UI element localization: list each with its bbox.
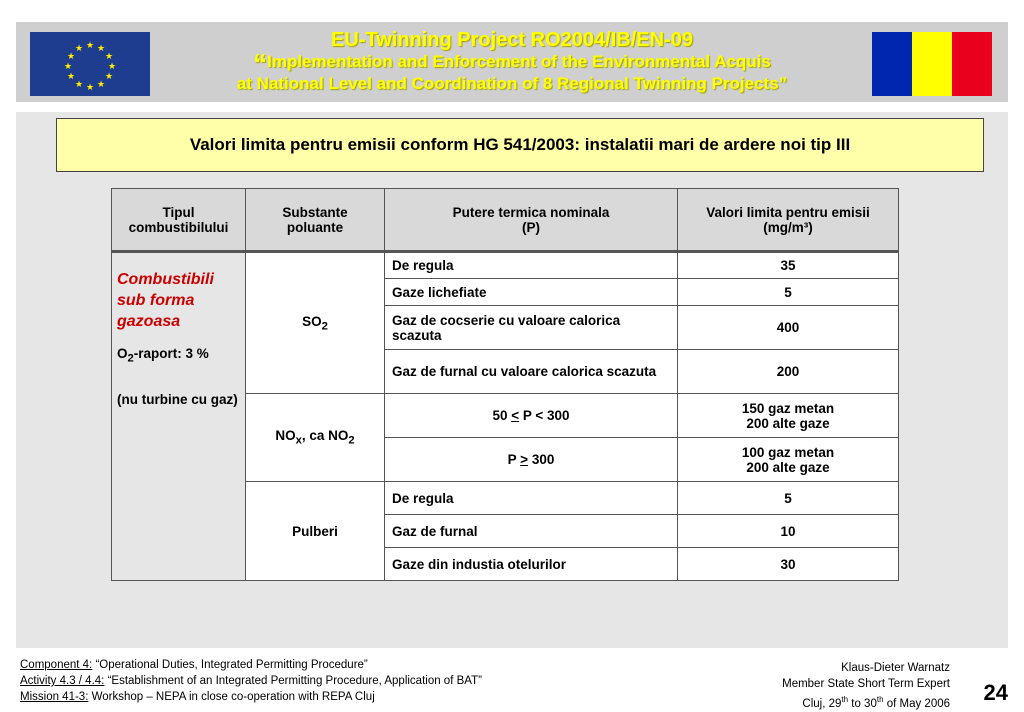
slide-title: Valori limita pentru emisii conform HG 541/2003: instalatii mari de ardere noi tip III xyxy=(56,118,984,172)
value-cell: 30 xyxy=(678,548,899,581)
svg-text:★: ★ xyxy=(104,72,114,82)
svg-text:★: ★ xyxy=(96,44,106,54)
project-subtitle-line2: at National Level and Coordination of 8 Regional Twinning Projects” xyxy=(236,74,788,93)
page-number: 24 xyxy=(983,680,1008,705)
header-limits: Valori limita pentru emisii (mg/m³) xyxy=(678,189,899,252)
condition-cell: P > 300 xyxy=(385,438,678,482)
value-cell: 100 gaz metan 200 alte gaze xyxy=(678,438,899,482)
table-header-row xyxy=(112,189,899,252)
header-pollutants: Substante poluante xyxy=(246,189,385,252)
svg-text:★: ★ xyxy=(85,83,95,93)
project-heading xyxy=(166,28,858,94)
footer-author-info xyxy=(782,660,950,712)
svg-text:★: ★ xyxy=(104,52,114,62)
header-power: Putere termica nominala (P) xyxy=(385,189,678,252)
value-cell: 35 xyxy=(678,252,899,279)
footer-mission: Mission 41-3: Workshop – NEPA in close co-operation with REPA Cluj xyxy=(20,691,375,703)
svg-text:★: ★ xyxy=(107,62,117,72)
flag-stripe-yellow xyxy=(912,32,952,96)
slide-content xyxy=(16,112,1008,648)
pollutant-so2: $SO_2$ xyxy=(246,252,385,394)
value-cell: 10 xyxy=(678,515,899,548)
header-fuel-type: Tipul combustibilului xyxy=(112,189,246,252)
value-cell: 200 xyxy=(678,350,899,394)
condition-cell: Gaz de furnal xyxy=(385,515,678,548)
flag-stripe-red xyxy=(952,32,992,96)
svg-text:★: ★ xyxy=(66,72,76,82)
condition-cell: 50 < P < 300 xyxy=(385,394,678,438)
footer-project-info xyxy=(20,657,482,705)
emission-limits-table xyxy=(111,188,899,581)
romania-flag-icon xyxy=(872,32,992,96)
header-bar xyxy=(16,22,1008,102)
condition-cell: Gaze din industia otelurilor xyxy=(385,548,678,581)
footer-activity: Activity 4.3 / 4.4: “Establishment of an Integrated Permitting Procedure, Application of BAT” xyxy=(20,675,482,687)
value-cell: 400 xyxy=(678,306,899,350)
event-date: Cluj, 29th to 30th of May 2006 xyxy=(802,695,950,710)
author-role: Member State Short Term Expert xyxy=(782,678,950,690)
pollutant-dust: Pulberi xyxy=(246,482,385,581)
project-subtitle-line1: “Implementation and Enforcement of the Environmental Acquis xyxy=(253,48,771,79)
eu-flag-icon xyxy=(30,32,150,96)
footer-component: Component 4: “Operational Duties, Integrated Permitting Procedure” xyxy=(20,659,368,671)
svg-text:★: ★ xyxy=(63,62,73,72)
pollutant-nox: $NO_x$, ca $NO_2$ xyxy=(246,394,385,482)
condition-cell: De regula xyxy=(385,252,678,279)
value-cell: 5 xyxy=(678,279,899,306)
project-title: EU-Twinning Project RO2004/IB/EN-09 xyxy=(331,29,693,51)
fuel-note: (nu turbine cu gaz) xyxy=(117,391,238,407)
fuel-type-cell xyxy=(112,252,246,581)
o2-ratio: $O_2$-raport: 3 % xyxy=(117,346,209,365)
value-cell: 5 xyxy=(678,482,899,515)
condition-cell: Gaz de furnal cu valoare calorica scazuta xyxy=(385,350,678,394)
svg-text:★: ★ xyxy=(74,44,84,54)
svg-text:★: ★ xyxy=(66,52,76,62)
svg-text:★: ★ xyxy=(96,80,106,90)
condition-cell: De regula xyxy=(385,482,678,515)
author-name: Klaus-Dieter Warnatz xyxy=(841,662,950,674)
svg-text:★: ★ xyxy=(74,80,84,90)
fuel-name: Combustibili sub forma gazoasa xyxy=(117,271,214,330)
value-cell: 150 gaz metan 200 alte gaze xyxy=(678,394,899,438)
flag-stripe-blue xyxy=(872,32,912,96)
condition-cell: Gaz de cocserie cu valoare calorica scazuta xyxy=(385,306,678,350)
table-row xyxy=(112,252,899,279)
condition-cell: Gaze lichefiate xyxy=(385,279,678,306)
svg-text:★: ★ xyxy=(85,41,95,51)
